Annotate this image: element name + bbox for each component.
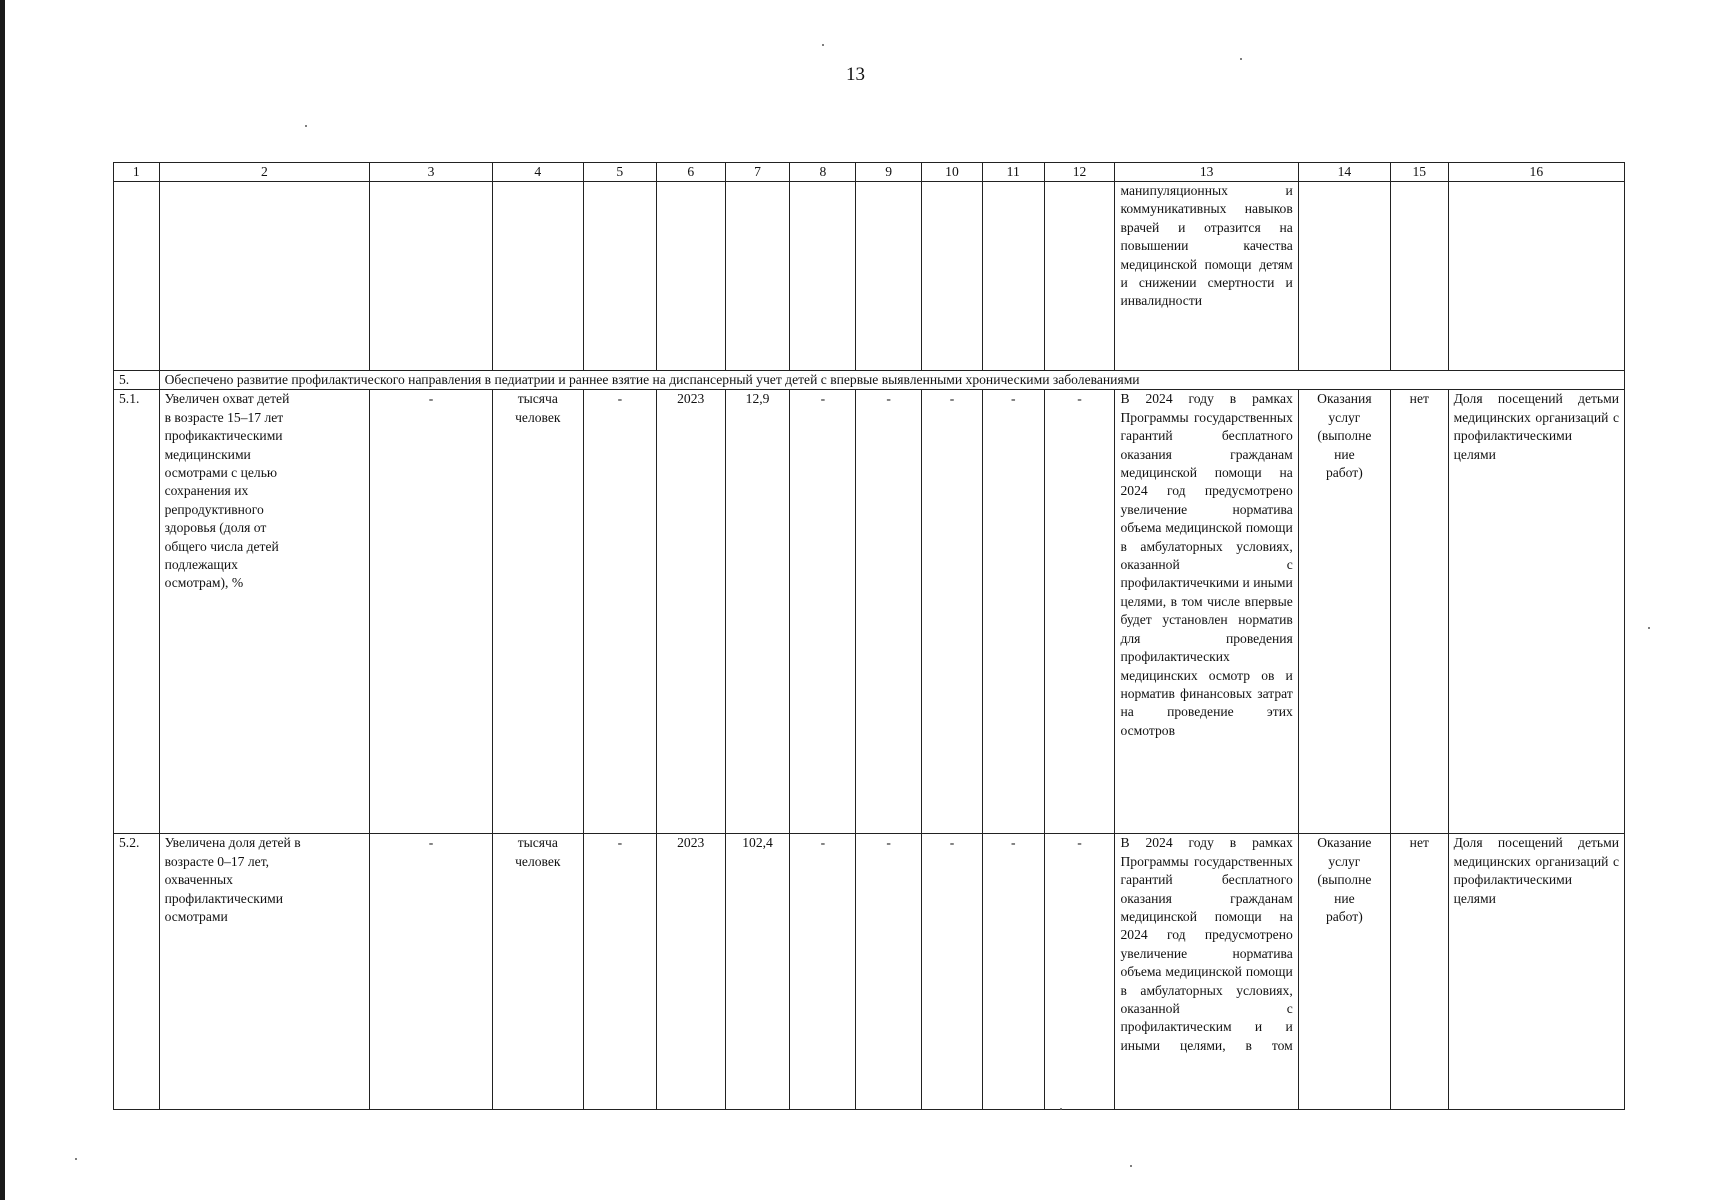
- column-header: 13: [1115, 163, 1298, 182]
- text-line: условиях, оказанной с: [1120, 538, 1293, 573]
- cell-col5: -: [583, 834, 656, 1110]
- scan-speck: [1060, 1108, 1062, 1110]
- base-value: 102,4: [725, 834, 790, 1110]
- text-line: предусмотрено: [1204, 927, 1293, 943]
- cell-col12: -: [1044, 390, 1115, 834]
- column-header: 14: [1298, 163, 1390, 182]
- text-line: организаций с: [1535, 853, 1619, 869]
- unit-cell: тысяча человек: [492, 390, 583, 834]
- base-year: 2023: [656, 390, 725, 834]
- cell-col8: -: [790, 390, 856, 834]
- cell-col12: -: [1044, 834, 1115, 1110]
- column-header: 7: [725, 163, 790, 182]
- text-line: повышении качества: [1120, 238, 1293, 254]
- column-header: 1: [114, 163, 160, 182]
- text-line: объема медицинской: [1120, 520, 1242, 536]
- text-line: целями: [1453, 890, 1496, 906]
- column-header: 12: [1044, 163, 1115, 182]
- text-line: Доля посещений: [1453, 391, 1563, 407]
- type-cell: Оказания услуг (выполне ние работ): [1298, 390, 1390, 834]
- cell-col10: -: [922, 834, 983, 1110]
- text-line: коммуникативных: [1120, 201, 1227, 217]
- text-line: В 2024 году в рамках: [1120, 835, 1293, 851]
- text-line: амбулаторных: [1140, 538, 1223, 554]
- column-header: 3: [370, 163, 493, 182]
- cell-col3: -: [370, 834, 493, 1110]
- text-line: установлен норматив: [1162, 612, 1293, 628]
- text-line: медицинской помощи: [1120, 256, 1252, 272]
- text-line: иными целями, в том: [1120, 1037, 1293, 1053]
- description-cell: [1115, 834, 1298, 1110]
- row-number: 5.2.: [114, 834, 160, 1110]
- text-line: увеличение норматива: [1120, 945, 1293, 961]
- column-header: 15: [1390, 163, 1448, 182]
- section-number: 5.: [114, 371, 160, 390]
- text-line: помощи в: [1120, 964, 1293, 998]
- column-header: 10: [922, 163, 983, 182]
- text-line: оказания гражданам: [1120, 890, 1293, 906]
- text-line: государственных: [1194, 853, 1293, 869]
- base-value: 12,9: [725, 390, 790, 834]
- text-line: предусмотрено: [1204, 483, 1293, 499]
- column-header: 8: [790, 163, 856, 182]
- text-line: государственных: [1194, 409, 1293, 425]
- cell-col9: -: [856, 390, 922, 834]
- text-line: медицинских осмотр: [1120, 667, 1251, 683]
- cell-col10: -: [922, 390, 983, 834]
- linked-indicator-cell: [1448, 834, 1624, 1110]
- cell-col15: нет: [1390, 834, 1448, 1110]
- text-line: осмотров: [1120, 722, 1175, 738]
- scan-speck: [1130, 1165, 1132, 1167]
- indicator-name: Увеличена доля детей в возрасте 0–17 лет, охваченных профилактическими осмотрами: [159, 834, 370, 1110]
- text-line: на 2024 год: [1120, 465, 1293, 499]
- text-line: объема медицинской: [1120, 964, 1242, 980]
- text-line: гарантий бесплатного: [1120, 428, 1293, 444]
- text-line: детям и снижении: [1120, 256, 1293, 291]
- text-line: числе впервые будет: [1120, 593, 1293, 628]
- column-number-row: [114, 163, 1625, 182]
- text-line: профилактическими: [1453, 872, 1573, 888]
- scan-edge: [0, 0, 5, 1200]
- scan-speck: [1240, 58, 1242, 60]
- text-line: профилактических: [1120, 649, 1230, 665]
- text-line: целями: [1453, 446, 1496, 462]
- text-line: манипуляционных и: [1120, 183, 1293, 198]
- section-title: Обеспечено развитие профилактического направления в педиатрии и раннее взятие на диспансерный учет детей с впервые выявленными хроническими заболеваниями: [159, 371, 1624, 390]
- cell-col11: -: [982, 834, 1044, 1110]
- text-line: увеличение норматива: [1120, 501, 1293, 517]
- text-line: ов и норматив: [1120, 667, 1293, 701]
- scan-speck: [822, 44, 824, 46]
- cell-col9: -: [856, 834, 922, 1110]
- cell-col5: -: [583, 390, 656, 834]
- text-line: оказания гражданам: [1120, 446, 1293, 462]
- scan-speck: [75, 1158, 77, 1160]
- section-row: [114, 371, 1625, 390]
- text-line: профилактическими: [1453, 428, 1573, 444]
- continuation-row: [114, 182, 1625, 371]
- text-line: Доля посещений: [1453, 835, 1563, 851]
- text-line: для проведения: [1120, 630, 1293, 646]
- text-line: профилактичечкими и: [1120, 575, 1250, 591]
- base-year: 2023: [656, 834, 725, 1110]
- unit-cell: тысяча человек: [492, 834, 583, 1110]
- column-header: 6: [656, 163, 725, 182]
- text-line: навыков врачей и: [1120, 201, 1293, 235]
- text-line: отразится на: [1204, 219, 1293, 235]
- text-line: детьми медицинских: [1453, 391, 1619, 425]
- text-line: медицинской помощи: [1120, 465, 1262, 481]
- text-line: Программы: [1120, 409, 1189, 425]
- text-line: Программы: [1120, 853, 1189, 869]
- scan-speck: [1648, 627, 1650, 629]
- text-line: амбулаторных: [1140, 982, 1223, 998]
- text-line: инвалидности: [1120, 293, 1203, 309]
- text-line: условиях, оказанной с: [1120, 982, 1293, 1017]
- text-line: В 2024 году в рамках: [1120, 391, 1293, 407]
- text-line: проведение этих: [1167, 704, 1293, 720]
- cell-col15: нет: [1390, 390, 1448, 834]
- column-header: 2: [159, 163, 370, 182]
- text-line: профилактическим и и: [1120, 1019, 1293, 1035]
- table-row: [114, 834, 1625, 1110]
- report-table: [113, 162, 1625, 1110]
- row-number: 5.1.: [114, 390, 160, 834]
- column-header: 16: [1448, 163, 1624, 182]
- text-line: медицинской помощи: [1120, 909, 1262, 925]
- cell-col8: -: [790, 834, 856, 1110]
- indicator-name: Увеличен охват детей в возрасте 15–17 лет профикактическими медицинскими осмотрами с целью сохранения их репродуктивного здоровья (доля от общего числа детей подлежащих осмотрам), %: [159, 390, 370, 834]
- column-header: 9: [856, 163, 922, 182]
- text-line: помощи в: [1120, 520, 1293, 554]
- column-header: 11: [982, 163, 1044, 182]
- type-cell: Оказание услуг (выполне ние работ): [1298, 834, 1390, 1110]
- cell-col11: -: [982, 390, 1044, 834]
- linked-indicator-cell: [1448, 390, 1624, 834]
- text-line: организаций с: [1535, 409, 1619, 425]
- column-header: 5: [583, 163, 656, 182]
- text-line: иными целями, в том: [1120, 575, 1293, 609]
- text-line: на 2024 год: [1120, 909, 1293, 943]
- text-line: детьми медицинских: [1453, 835, 1619, 869]
- page-number: 13: [846, 64, 865, 85]
- text-line: финансовых затрат на: [1120, 685, 1293, 720]
- scan-speck: [305, 125, 307, 127]
- column-header: 4: [492, 163, 583, 182]
- text-line: смертности и: [1207, 275, 1293, 291]
- cell-col3: -: [370, 390, 493, 834]
- continuation-description: [1115, 182, 1298, 371]
- table-row: [114, 390, 1625, 834]
- text-line: гарантий бесплатного: [1120, 872, 1293, 888]
- description-cell: [1115, 390, 1298, 834]
